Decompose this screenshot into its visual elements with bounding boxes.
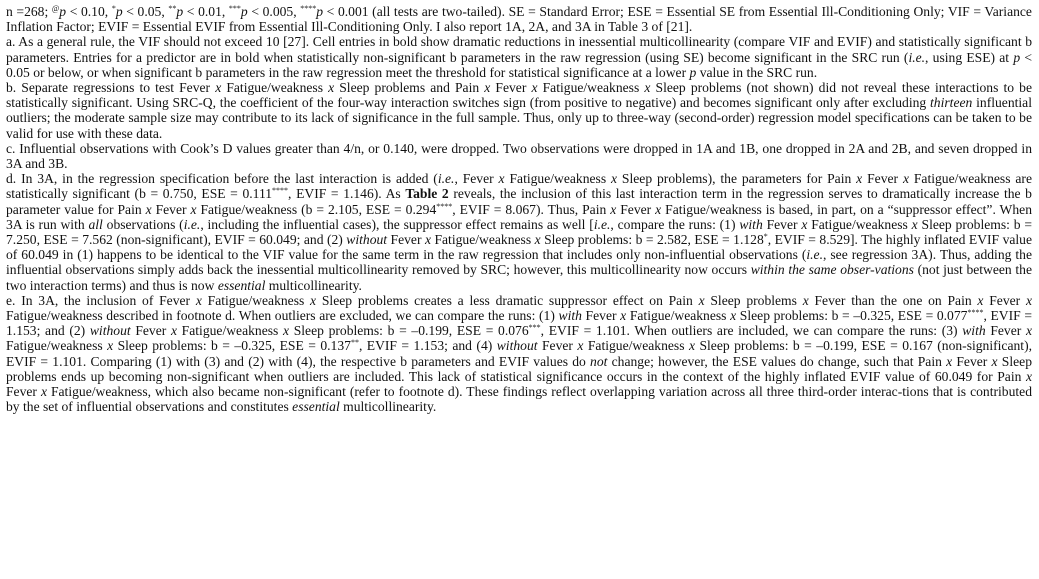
italic-run: x [801,216,808,232]
text-run: multicollinearity. [339,399,437,415]
text-run: Fatigue/weakness [504,171,611,187]
significance-marker: **** [967,308,984,318]
text-run: Fever [537,338,578,354]
text-run: Fever [387,232,425,248]
italic-run: p [176,4,184,19]
italic-run: p [240,4,248,19]
italic-run: x [215,80,222,96]
text-run: Fatigue/weakness [201,292,311,308]
text-run: Sleep problems: b = –0.325, ESE = 0.077 [736,308,968,324]
italic-run: x [991,353,998,369]
text-run: Fever [983,292,1026,308]
italic-run: with [739,216,763,232]
italic-run: x [40,384,47,400]
text-run: Fever [762,216,802,232]
italic-run: x [655,201,662,217]
text-run: Fever [130,323,171,339]
italic-run: p [115,4,123,19]
significance-marker: **** [300,4,317,13]
text-run: Fatigue/weakness, which also became non-significant (refer to footnote d). These findings reflect overlapping variation across all three third-order interac-tions that is contributed by the set of influential observations and constitutes [6,384,1032,415]
text-run: Fatigue/weakness [626,308,731,324]
italic-run: x [1025,368,1032,384]
italic-run: p [316,4,324,19]
italic-run: x [1025,323,1032,339]
italic-run: with [962,323,986,339]
italic-run: x [531,80,538,96]
text-run: , EVIF = 1.153; and (4) [358,338,497,354]
text-run: e. In 3A, the inclusion of Fever [6,292,196,308]
italic-run: x [190,201,197,217]
italic-run: x [902,171,909,187]
bold-run: Table 2 [405,186,449,202]
italic-run: x [611,171,618,187]
text-run: , Fever [454,171,499,187]
italic-run: p [1013,49,1021,65]
footnote-b [6,80,1032,141]
italic-run: i.e. [593,216,611,232]
text-run: < 0.05 or below, or when significant b parameters in the raw regression meet the threshold for statistical significance at a lower [6,49,1032,80]
text-run: Fatigue/weakness [177,323,283,339]
text-run: Sleep problems: b = 2.582, ESE = 1.128 [540,232,764,248]
text-run: reveals, the inclusion of this last interaction term in the regression serves to dramatically increase the b parameter value for Pain [6,186,1032,217]
text-run: < 0.05, [122,4,169,19]
text-run: Fatigue/weakness is based, in part, on a “suppressor effect”. When 3A is run with [6,201,1033,232]
text-run: , using ESE) at [925,49,1014,65]
significance-marker: **** [272,186,289,196]
text-run: Sleep problems), the parameters for Pain [617,171,857,187]
italic-run: x [424,232,431,248]
significance-marker: **** [436,201,453,211]
italic-run: i.e. [437,171,455,187]
significance-marker: *** [228,4,241,13]
text-run: influential outliers; the moderate sample size may contribute to its lack of significance in the full sample. Thus, only up to three-way (second-order) regression model specifications can be taken to be valid for use with these data. [6,95,1032,141]
text-run: , EVIF = 1.101. When outliers are included, we can compare the runs: (3) [540,323,963,339]
text-run: Fever [952,353,992,369]
italic-run: x [688,338,696,354]
italic-run: i.e. [806,247,823,263]
significance-marker: ** [350,338,359,348]
text-run: Fatigue/weakness described in footnote d. When outliers are excluded, we can compare the runs: (1) [6,308,559,324]
italic-run: essential [217,277,266,293]
italic-run: x [610,201,617,217]
text-run: Sleep problems: b = –0.325, ESE = 0.137 [113,338,351,354]
significance-marker: *** [528,323,541,333]
text-run: d. In 3A, in the regression specification before the last interaction is added ( [6,171,438,187]
italic-run: x [644,80,651,96]
text-run: Fever [151,201,191,217]
italic-run: x [195,292,202,308]
italic-run: x [145,201,152,217]
italic-run: x [484,80,491,96]
italic-run: without [89,323,131,339]
italic-run: within the same obser-vations [750,262,914,278]
italic-run: x [170,323,177,339]
text-run: Fatigue/weakness [6,338,108,354]
text-run: Sleep problems: b = –0.199, ESE = 0.167 (non-significant), EVIF = 1.101. Comparing (1) with (3) and (2) with (4), the respective b parameters and EVIF values do [6,338,1033,369]
significance-marker: ** [168,4,177,13]
text-run: n =268; [6,4,52,19]
significance-marker: * [111,4,116,13]
text-run: Sleep problems: b = –0.199, ESE = 0.076 [289,323,529,339]
italic-run: with [558,308,582,324]
text-run: Fever [862,171,903,187]
italic-run: essential [292,399,340,415]
text-run: Fever than the one on Pain [808,292,978,308]
italic-run: x [802,292,809,308]
text-run: Fatigue/weakness [431,232,535,248]
text-run: < 0.005, [247,4,301,19]
italic-run: x [730,308,737,324]
text-run: Fever [616,201,656,217]
footnote-general [6,4,1032,34]
italic-run: x [946,353,953,369]
text-run: , including the influential cases), the suppressor effect remains as well [ [200,216,594,232]
significance-marker: * [763,232,768,242]
text-run: , see regression 3A). Thus, adding the influential observations simply adds back the inessential multicollinearity removed by SRC; however, this multicollinearity now occurs [6,247,1032,278]
italic-run: x [107,338,114,354]
italic-run: thirteen [930,95,973,111]
text-run: < 0.001 (all tests are two-tailed). SE = Standard Error; ESE = Essential SE from Essential Ill-Conditioning Only; VIF = Variance Inflation Factor; EVIF = Essential EVIF from Essential Ill-Conditioning Only. I also report 1A, 2A, and 3A in Table 3 of [21]. [6,4,1032,35]
text-run: a. As a general rule, the VIF should not exceed 10 [27]. Cell entries in bold show dramatic reductions in inessential multicollinearity (compare VIF and EVIF) and statistically significant b parameters. Entries for a predictor are in bold when statistically non-significant b parameters in the raw regression (using SE) become significant in the SRC run ( [6,34,1032,65]
text-run: Fever [985,323,1026,339]
text-run: c. Influential observations with Cook’s D values greater than 4/n, or 0.140, were dropped. Two observations were dropped in 1A and 1B, one dropped in 2A and 2B, and seven dropped in 3A and 3B. [6,140,1032,172]
italic-run: all [88,216,103,232]
italic-run: x [282,323,290,339]
text-run: , compare the runs: (1) [610,216,740,232]
italic-run: x [977,292,984,308]
italic-run: x [698,292,705,308]
text-run: Fatigue/weakness are statistically significant (b = 0.750, ESE = 0.111 [6,171,1032,202]
text-run: observations ( [102,216,184,232]
text-run: value in the SRC run. [696,64,818,80]
footnote-a [6,34,1032,80]
text-run: Fever [6,384,41,400]
italic-run: i.e. [183,216,201,232]
text-run: , EVIF = 1.146). As [288,186,406,202]
footnote-e [6,293,1032,415]
text-run: (not just between the two interaction terms) and thus is now [6,262,1032,293]
text-run: Sleep problems and Pain [334,80,485,96]
italic-run: not [590,353,608,369]
text-run: Fatigue/weakness [583,338,689,354]
text-run: Fatigue/weakness [537,80,645,96]
text-run: Sleep problems creates a less dramatic suppressor effect on Pain [316,292,699,308]
text-run: Fever [490,80,532,96]
italic-run: x [310,292,317,308]
italic-run: without [346,232,388,248]
significance-marker: @ [51,4,60,13]
text-run: Fever [581,308,621,324]
italic-run: x [911,216,918,232]
text-run: Sleep problems: b = 7.250, ESE = 7.562 (non-significant), EVIF = 60.049; and (2) [6,216,1032,248]
italic-run: p [59,4,67,19]
italic-run: i.e. [908,49,926,65]
text-run: Fatigue/weakness [221,80,329,96]
text-run: , EVIF = 8.067). Thus, Pain [452,201,611,217]
text-run: , EVIF = 1.153; and (2) [6,308,1032,339]
italic-run: x [577,338,584,354]
italic-run: x [856,171,863,187]
italic-run: x [534,232,541,248]
text-run: multicollinearity. [265,277,362,293]
italic-run: x [498,171,505,187]
italic-run: x [620,308,627,324]
text-run: change; however, the ESE values do change, such that Pain [607,353,947,369]
italic-run: without [496,338,538,354]
text-run: < 0.10, [66,4,112,19]
text-run: b. Separate regressions to test Fever [6,80,216,96]
footnote-d [6,171,1032,293]
text-run: < 0.01, [183,4,229,19]
text-run: Fatigue/weakness [807,216,912,232]
footnote-c [6,141,1032,171]
italic-run: x [1025,292,1032,308]
text-run: Sleep problems (not shown) did not reveal these interactions to be statistically significant. Using SRC-Q, the coefficient of the four-way interaction switches sign (from positive to negative) and becomes significant only after excluding [6,80,1032,111]
italic-run: p [689,64,697,80]
text-run: Sleep problems ends up becoming non-significant when outliers are included. This lack of statistical significance occurs in the context of the highly inflated EVIF value of 60.049 for Pain [6,353,1032,384]
text-run: Sleep problems [704,292,803,308]
italic-run: x [328,80,335,96]
text-run: , EVIF = 8.529]. The highly inflated EVIF value of 60.049 in (1) happens to be identical to the VIF value for the same term in the raw regression that includes only non-influential observations ( [6,232,1033,263]
text-run: Fatigue/weakness (b = 2.105, ESE = 0.294 [196,201,437,217]
